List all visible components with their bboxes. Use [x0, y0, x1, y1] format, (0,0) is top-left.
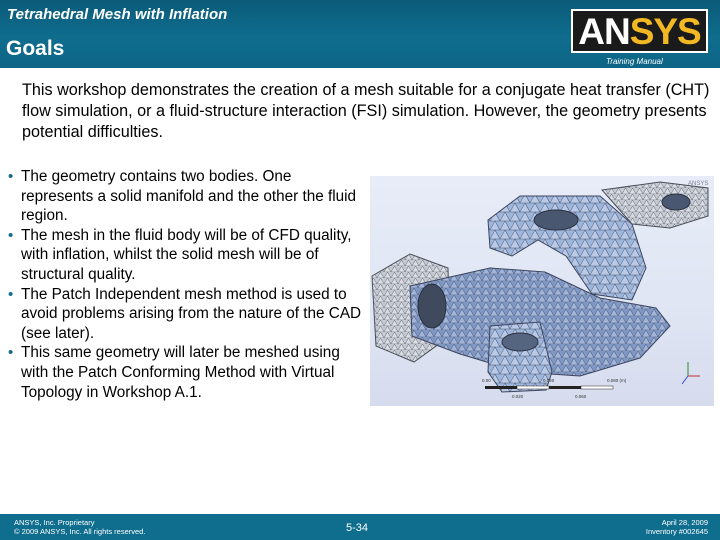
bullet-text: This same geometry will later be meshed using with the Patch Conforming Method with Virtual Topology in Workshop A.1.: [21, 344, 340, 401]
bullet-dot-icon: •: [8, 344, 14, 362]
scale-label-0: 0.00: [482, 378, 491, 383]
bullet-item: [8, 226, 363, 285]
footer-page-number: 5-34: [346, 522, 369, 534]
bullet-dot-icon: •: [8, 285, 14, 303]
training-manual-label: Training Manual: [606, 57, 663, 66]
header-bar: [0, 0, 720, 68]
mesh-hole-right: [662, 194, 690, 210]
axis-triad-icon: [682, 362, 700, 384]
slide-title: Goals: [6, 37, 65, 60]
footer-bar: [0, 514, 720, 540]
bullet-text: The geometry contains two bodies. One represents a solid manifold and the other the fluid region.: [21, 168, 357, 225]
scale-label-2: 0.080 (m): [607, 378, 627, 383]
bullet-text: The mesh in the fluid body will be of CFD quality, with inflation, whilst the solid mesh will be of structural quality.: [21, 226, 352, 283]
bullet-item: [8, 167, 363, 226]
mesh-hole-top: [534, 210, 578, 230]
bullet-item: [8, 285, 363, 344]
scale-label-1: 0.040: [543, 378, 555, 383]
intro-paragraph: This workshop demonstrates the creation of a mesh suitable for a conjugate heat transfer (CHT) flow simulation, or a fluid-structure interaction (FSI) simulation. However, the geometry presents potential difficulties.: [22, 81, 710, 141]
scale-label-4: 0.060: [575, 394, 587, 399]
mesh-hole-left: [418, 284, 446, 328]
bullet-list: [8, 167, 363, 402]
footer-rights: © 2009 ANSYS, Inc. All rights reserved.: [14, 527, 146, 536]
logo-text-an: AN: [578, 10, 630, 52]
scale-label-3: 0.020: [512, 394, 524, 399]
bullet-dot-icon: •: [8, 226, 14, 244]
slide-subtitle: Tetrahedral Mesh with Inflation: [7, 6, 228, 23]
footer-date: April 28, 2009: [661, 518, 708, 527]
scale-bar: [485, 386, 613, 389]
footer-inventory: Inventory #002645: [645, 527, 708, 536]
bullet-dot-icon: •: [8, 168, 14, 185]
footer-proprietary: ANSYS, Inc. Proprietary: [14, 518, 95, 527]
logo-text-sys: SYS: [629, 10, 701, 52]
bullet-item: [8, 343, 363, 402]
footer-copyright: [14, 518, 145, 536]
ansys-logo: [571, 9, 708, 53]
footer-date-inventory: [646, 518, 708, 536]
mesh-port-opening: [502, 333, 538, 351]
image-ansys-logo: ANSYS: [688, 181, 709, 187]
manifold-mesh-image: [370, 176, 714, 406]
bullet-text: The Patch Independent mesh method is used to avoid problems arising from the nature of the CAD (see later).: [21, 285, 362, 342]
